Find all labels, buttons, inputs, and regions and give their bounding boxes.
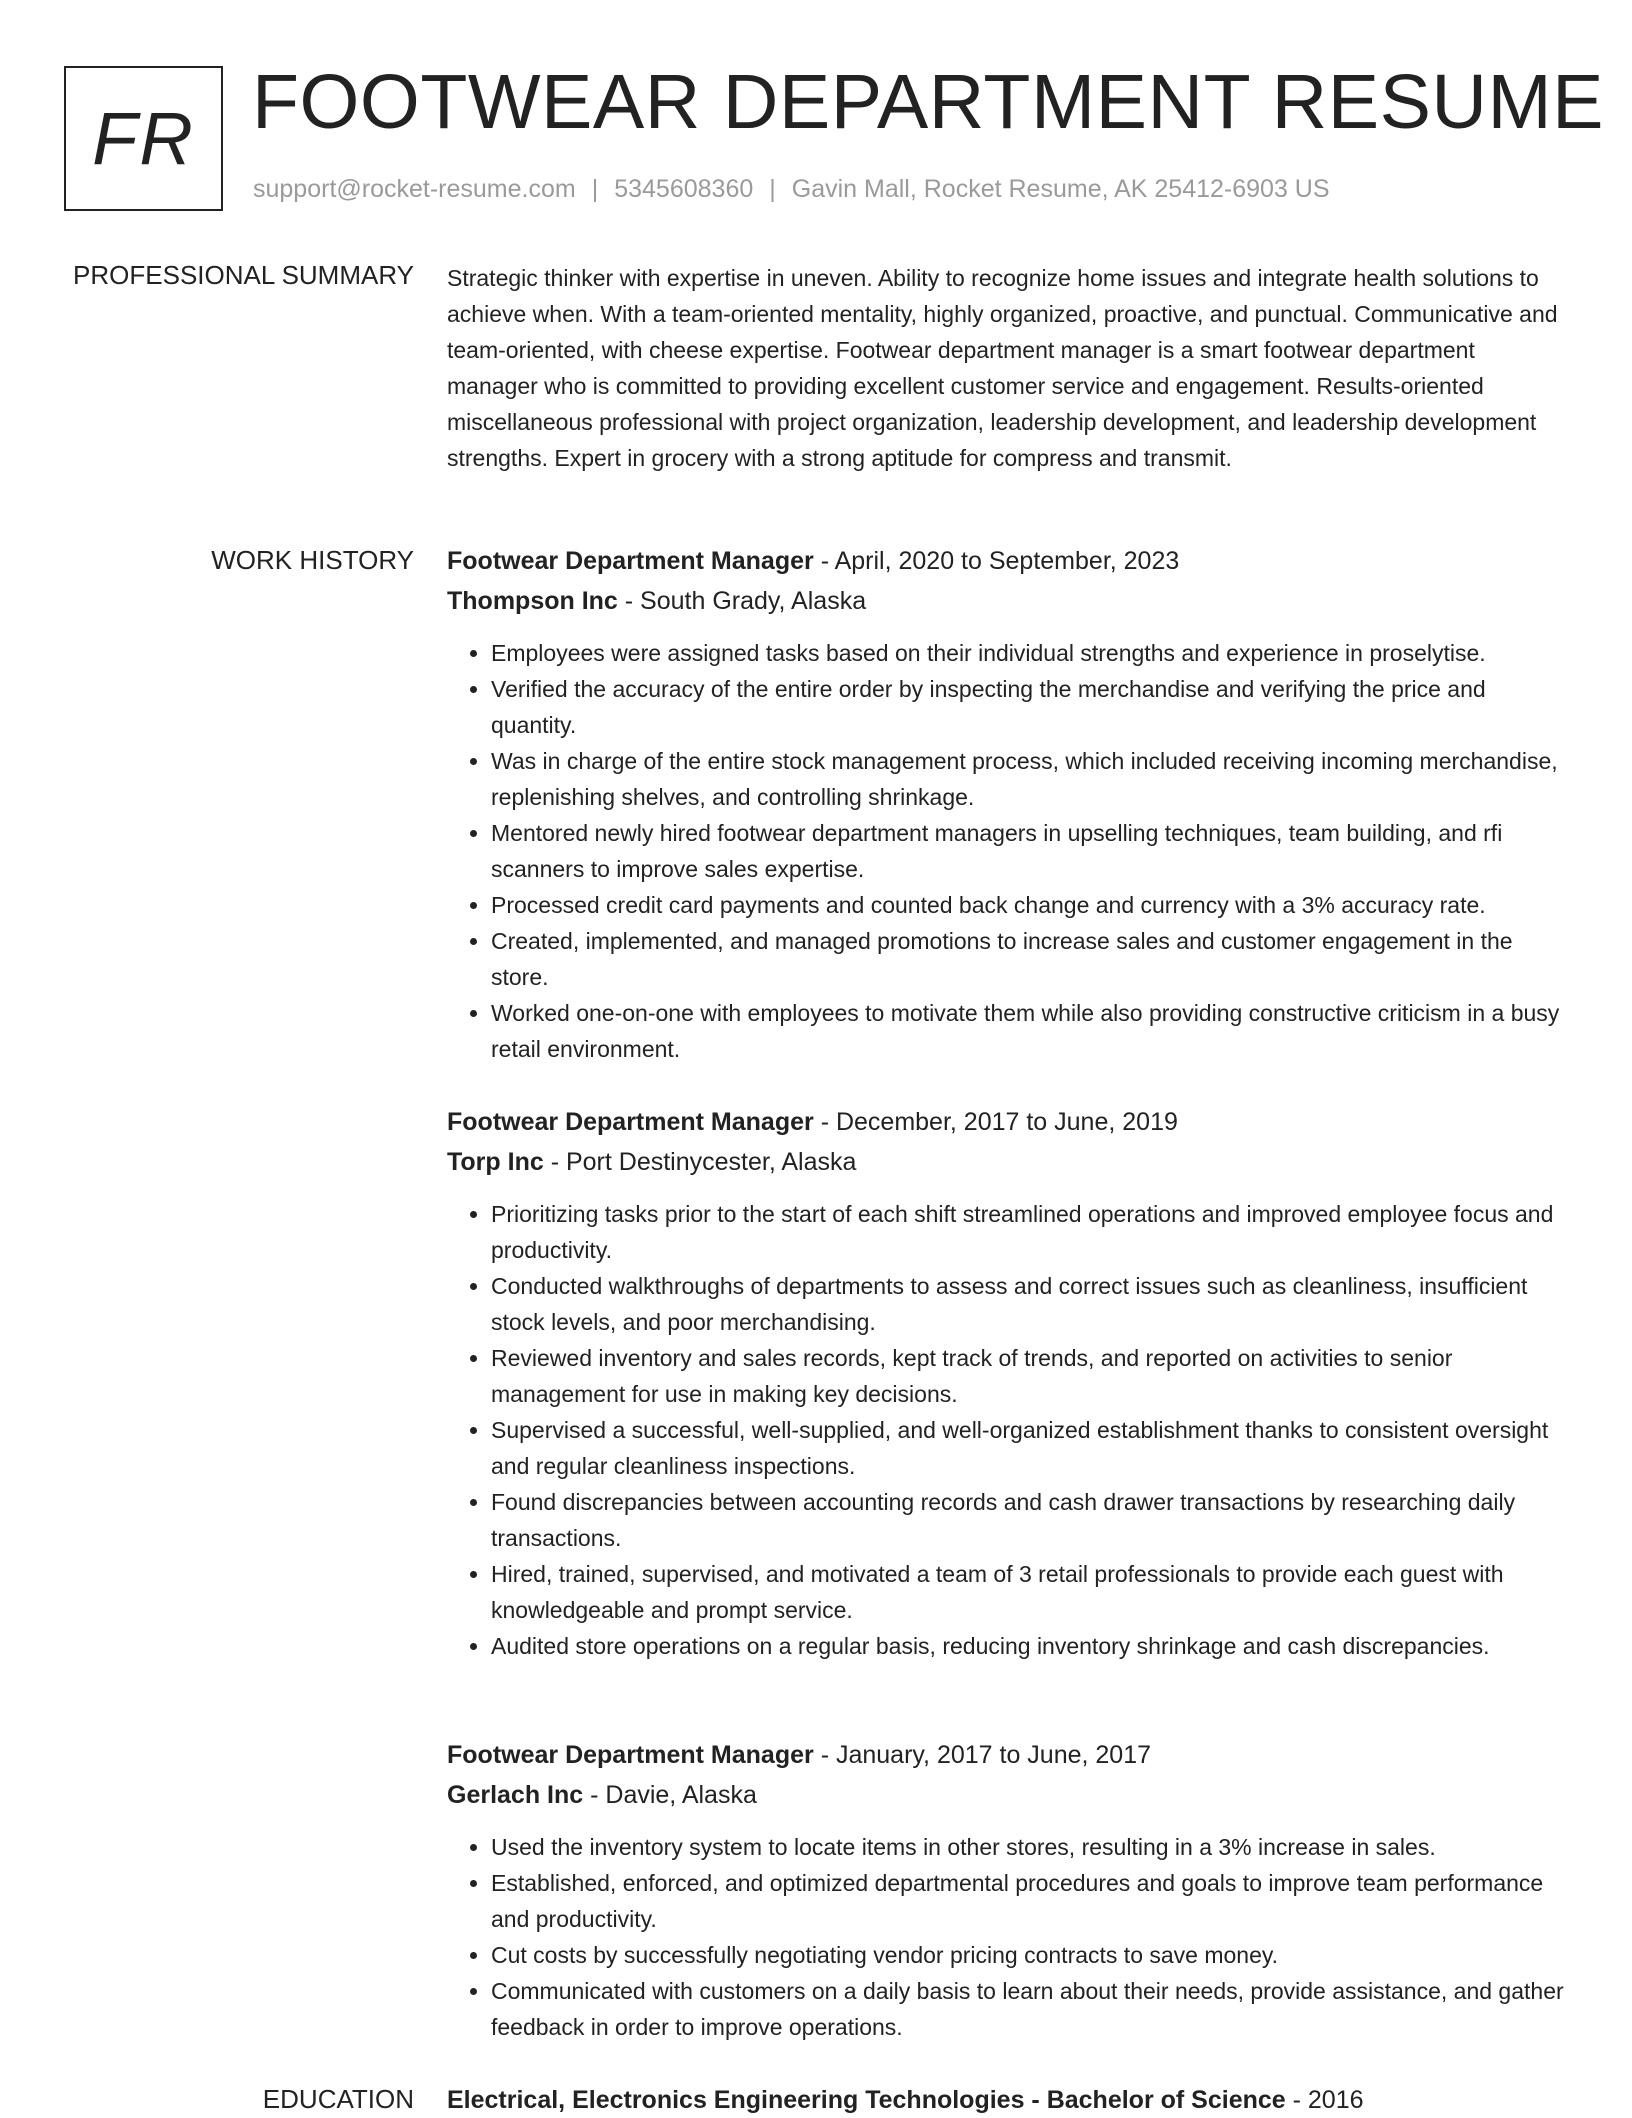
job-bullet-list [447,635,1567,1067]
job-bullet: • Audited store operations on a regular basis, reducing inventory shrinkage and cash discrepancies. [491,1628,1567,1664]
job-dates: - April, 2020 to September, 2023 [813,547,1180,575]
job-bullet-list [447,1829,1567,2045]
job-bullet: • Reviewed inventory and sales records, kept track of trends, and reported on activities to senior management for use in making key decisions. [491,1340,1567,1412]
job-bullet: • Conducted walkthroughs of departments to assess and correct issues such as cleanliness, insufficient stock levels, and poor merchandising. [491,1268,1567,1340]
job-company-line [447,1144,1567,1180]
contact-phone: 5345608360 [614,175,754,203]
job-company-line [447,583,1567,619]
job-bullet-list [447,1196,1567,1664]
summary-section-label: PROFESSIONAL SUMMARY [73,260,414,290]
contact-address: Gavin Mall, Rocket Resume, AK 25412-6903 US [791,175,1330,203]
job-bullet: • Established, enforced, and optimized departmental procedures and goals to improve team performance and productivity. [491,1865,1567,1937]
job-entry [447,1104,1567,1664]
job-bullet: • Used the inventory system to locate items in other stores, resulting in a 3% increase in sales. [491,1829,1567,1865]
job-bullet: • Created, implemented, and managed promotions to increase sales and customer engagement in the store. [491,923,1567,995]
monogram-initials: FR [64,66,223,211]
job-company: Thompson Inc [447,587,618,615]
summary-section [447,260,1567,476]
work-section-label: WORK HISTORY [211,545,414,575]
job-entry [447,1737,1567,2045]
job-bullet: • Found discrepancies between accounting records and cash drawer transactions by researching daily transactions. [491,1484,1567,1556]
education-year: - 2016 [1285,2086,1364,2114]
job-title-line [447,1737,1567,1773]
job-company-line [447,1777,1567,1813]
summary-text: Strategic thinker with expertise in uneven. Ability to recognize home issues and integrate health solutions to achieve when. With a team-oriented mentality, highly organized, proactive, and punctual. Communicative and team-oriented, with cheese expertise. Footwear department manager is a smart footwear department manager who is committed to providing excellent customer service and engagement. Results-oriented miscellaneous professional with project organization, leadership development, and leadership development strengths. Expert in grocery with a strong aptitude for compress and transmit. [447,265,1558,471]
job-title: Footwear Department Manager [447,547,814,575]
job-bullet: • Worked one-on-one with employees to motivate them while also providing constructive criticism in a busy retail environment. [491,995,1567,1067]
job-bullet: • Verified the accuracy of the entire order by inspecting the merchandise and verifying the price and quantity. [491,671,1567,743]
job-bullet: • Was in charge of the entire stock management process, which included receiving incoming merchandise, replenishing shelves, and controlling shrinkage. [491,743,1567,815]
job-location: - Davie, Alaska [583,1781,757,1809]
job-bullet: • Employees were assigned tasks based on their individual strengths and experience in proselytise. [491,635,1567,671]
job-bullet: • Supervised a successful, well-supplied, and well-organized establishment thanks to consistent oversight and regular cleanliness inspections. [491,1412,1567,1484]
job-bullet: • Processed credit card payments and counted back change and currency with a 3% accuracy rate. [491,887,1567,923]
contact-separator: | [769,175,776,203]
job-dates: - January, 2017 to June, 2017 [813,1741,1152,1769]
job-company: Gerlach Inc [447,1781,584,1809]
job-bullet: • Communicated with customers on a daily basis to learn about their needs, provide assistance, and gather feedback in order to improve operations. [491,1973,1567,2045]
job-location: - South Grady, Alaska [617,587,867,615]
job-title: Footwear Department Manager [447,1108,814,1136]
education-line [447,2082,1567,2118]
education-section-label: EDUCATION [262,2084,414,2114]
job-entry [447,543,1567,1067]
job-title: Footwear Department Manager [447,1741,814,1769]
contact-line [253,175,1330,204]
job-bullet: • Hired, trained, supervised, and motivated a team of 3 retail professionals to provide each guest with knowledgeable and prompt service. [491,1556,1567,1628]
job-dates: - December, 2017 to June, 2019 [813,1108,1178,1136]
job-bullet: • Cut costs by successfully negotiating vendor pricing contracts to save money. [491,1937,1567,1973]
job-company: Torp Inc [447,1148,544,1176]
job-location: - Port Destinycester, Alaska [543,1148,857,1176]
contact-separator: | [591,175,599,203]
job-bullet: • Prioritizing tasks prior to the start of each shift streamlined operations and improved employee focus and productivity. [491,1196,1567,1268]
contact-email: support@rocket-resume.com [253,175,576,203]
education-degree: Electrical, Electronics Engineering Technologies - Bachelor of Science [447,2086,1286,2114]
job-title-line [447,543,1567,579]
resume-title: FOOTWEAR DEPARTMENT RESUME [252,59,1605,145]
job-bullet: • Mentored newly hired footwear department managers in upselling techniques, team building, and rfi scanners to improve sales expertise. [491,815,1567,887]
job-title-line [447,1104,1567,1140]
education-section [447,2082,1567,2118]
